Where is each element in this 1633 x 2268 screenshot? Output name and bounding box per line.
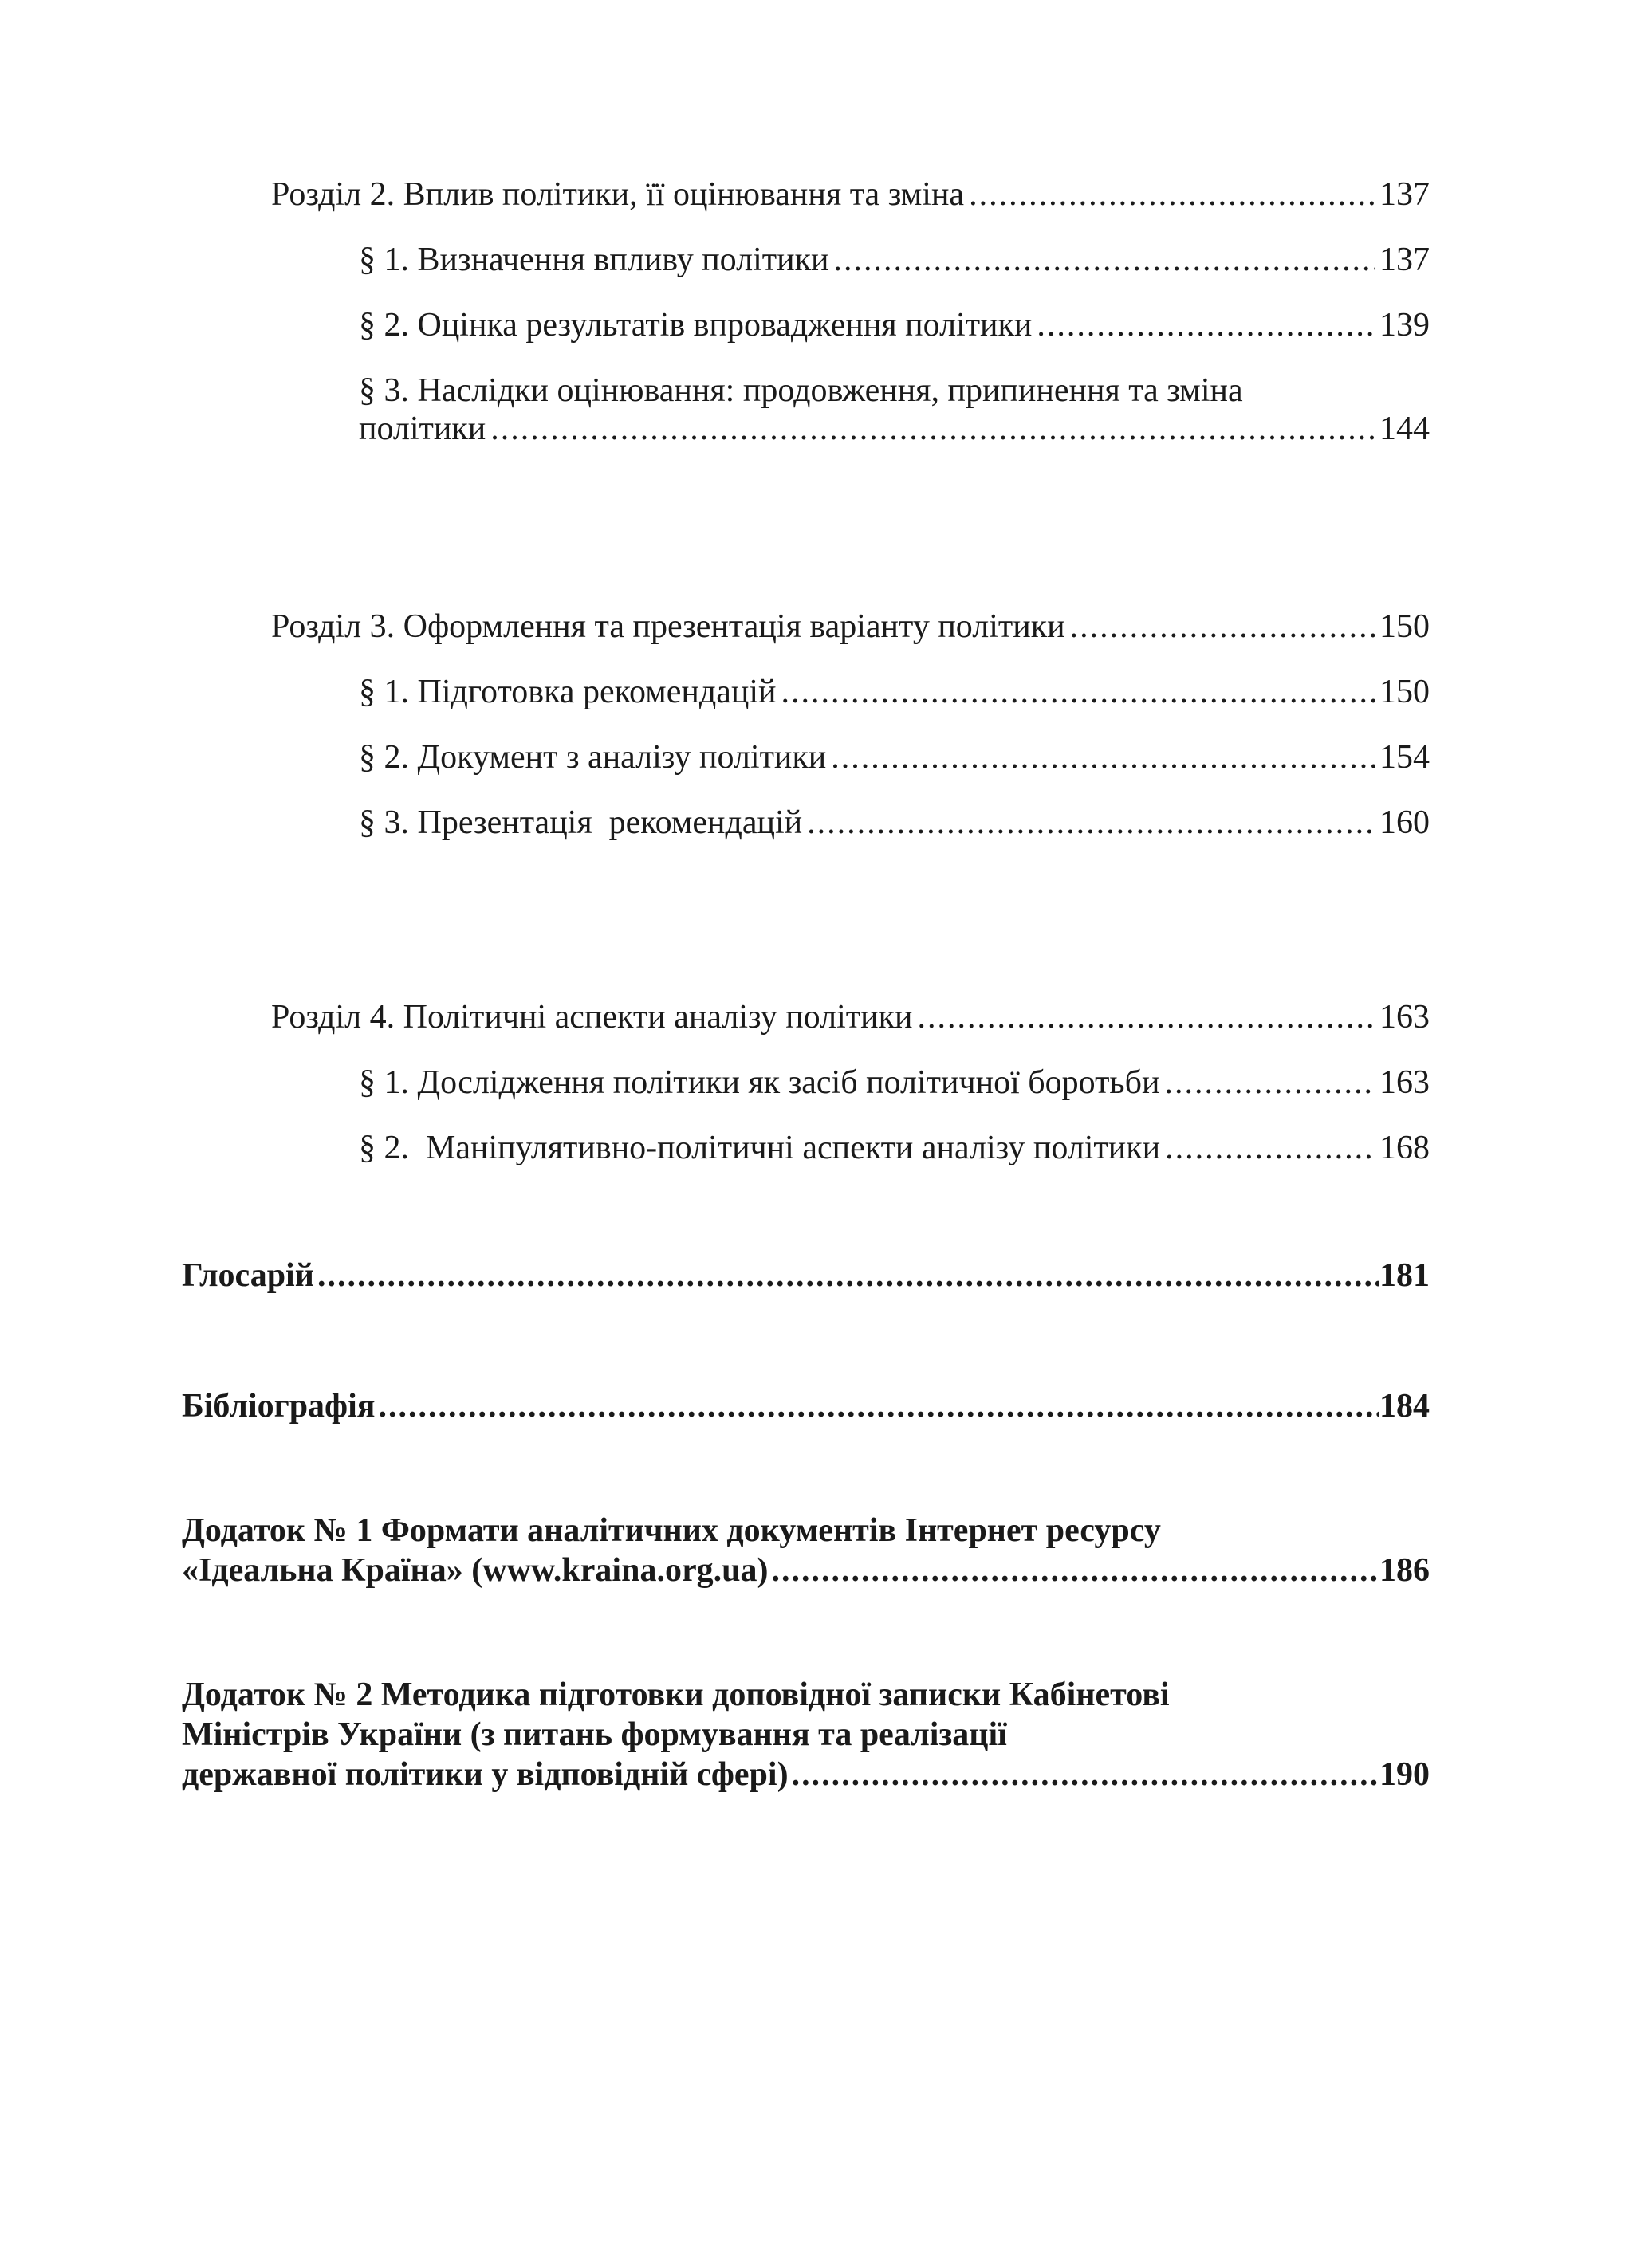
toc-entry-glossary [182,1256,1430,1295]
toc-entry-title: § 3. Презентація рекомендацій [359,804,803,841]
toc-entry-page: 181 [1379,1257,1430,1294]
dot-leader [1070,607,1375,646]
toc-entry-section [359,410,1430,448]
toc-entry-appendix-2 [182,1755,1430,1794]
dot-leader [833,241,1375,279]
toc-entry-section [359,673,1430,711]
toc-entry-page: 163 [1379,999,1430,1036]
toc-entry-page: 190 [1379,1756,1430,1793]
toc-entry-section [359,804,1430,842]
toc-entry-title: Розділ 2. Вплив політики, її оцінювання та зміна [271,176,965,213]
dot-leader [317,1256,1379,1295]
toc-entry-page: 186 [1379,1552,1430,1589]
toc-entry-title: § 1. Дослідження політики як засіб політичної боротьби [359,1064,1160,1101]
toc-entry-chapter-4 [271,998,1430,1036]
toc-entry-title: § 2. Маніпулятивно-політичні аспекти аналізу політики [359,1130,1161,1166]
toc-entry-page: 163 [1379,1064,1430,1101]
toc-entry-section [359,1063,1430,1102]
toc-entry-appendix-2-line2: Міністрів України (з питань формування та реалізації [182,1716,1007,1753]
toc-entry-chapter-3 [271,607,1430,646]
toc-entry-section [359,306,1430,344]
dot-leader [792,1755,1379,1794]
toc-entry-appendix-2-line1: Додаток № 2 Методика підготовки доповідної записки Кабінетові [182,1676,1170,1713]
dot-leader [917,998,1375,1036]
dot-leader [1165,1129,1375,1167]
toc-entry-title: § 1. Підготовка рекомендацій [359,674,777,710]
toc-entry-title: Глосарій [182,1257,314,1294]
dot-leader [831,738,1375,776]
dot-leader [969,175,1375,214]
toc-entry-title: Розділ 3. Оформлення та презентація варіанту політики [271,608,1065,645]
toc-entry-page: 150 [1379,674,1430,710]
dot-leader [379,1387,1379,1425]
toc-entry-section [359,241,1430,279]
toc-entry-title: Бібліографія [182,1388,376,1425]
toc-entry-section [359,738,1430,776]
toc-entry-section [359,1129,1430,1167]
toc-entry-chapter-2 [271,175,1430,214]
toc-entry-page: 160 [1379,804,1430,841]
toc-entry-title: політики [359,411,486,447]
toc-entry-page: 154 [1379,739,1430,776]
dot-leader [771,1551,1379,1590]
dot-leader [1164,1063,1375,1102]
toc-entry-title: «Ідеальна Країна» (www.kraina.org.ua) [182,1552,769,1589]
toc-entry-title: § 1. Визначення впливу політики [359,242,829,278]
toc-entry-appendix-1-line1: Додаток № 1 Формати аналітичних документів Інтернет ресурсу [182,1512,1161,1549]
toc-entry-page: 150 [1379,608,1430,645]
toc-entry-title: Розділ 4. Політичні аспекти аналізу політики [271,999,913,1036]
toc-entry-section-line1: § 3. Наслідки оцінювання: продовження, припинення та зміна [359,372,1243,409]
toc-entry-page: 168 [1379,1130,1430,1166]
toc-entry-page: 137 [1379,176,1430,213]
dot-leader [1037,306,1375,344]
toc-entry-title: § 2. Документ з аналізу політики [359,739,827,776]
toc-entry-bibliography [182,1387,1430,1425]
toc-entry-title: державної політики у відповідній сфері) [182,1756,789,1793]
dot-leader [807,804,1375,842]
toc-entry-page: 139 [1379,307,1430,344]
toc-entry-appendix-1 [182,1551,1430,1590]
dot-leader [781,673,1375,711]
toc-entry-title: § 2. Оцінка результатів впровадження політики [359,307,1033,344]
toc-entry-page: 144 [1379,411,1430,447]
toc-entry-page: 184 [1379,1388,1430,1425]
toc-entry-page: 137 [1379,242,1430,278]
dot-leader [490,410,1375,448]
